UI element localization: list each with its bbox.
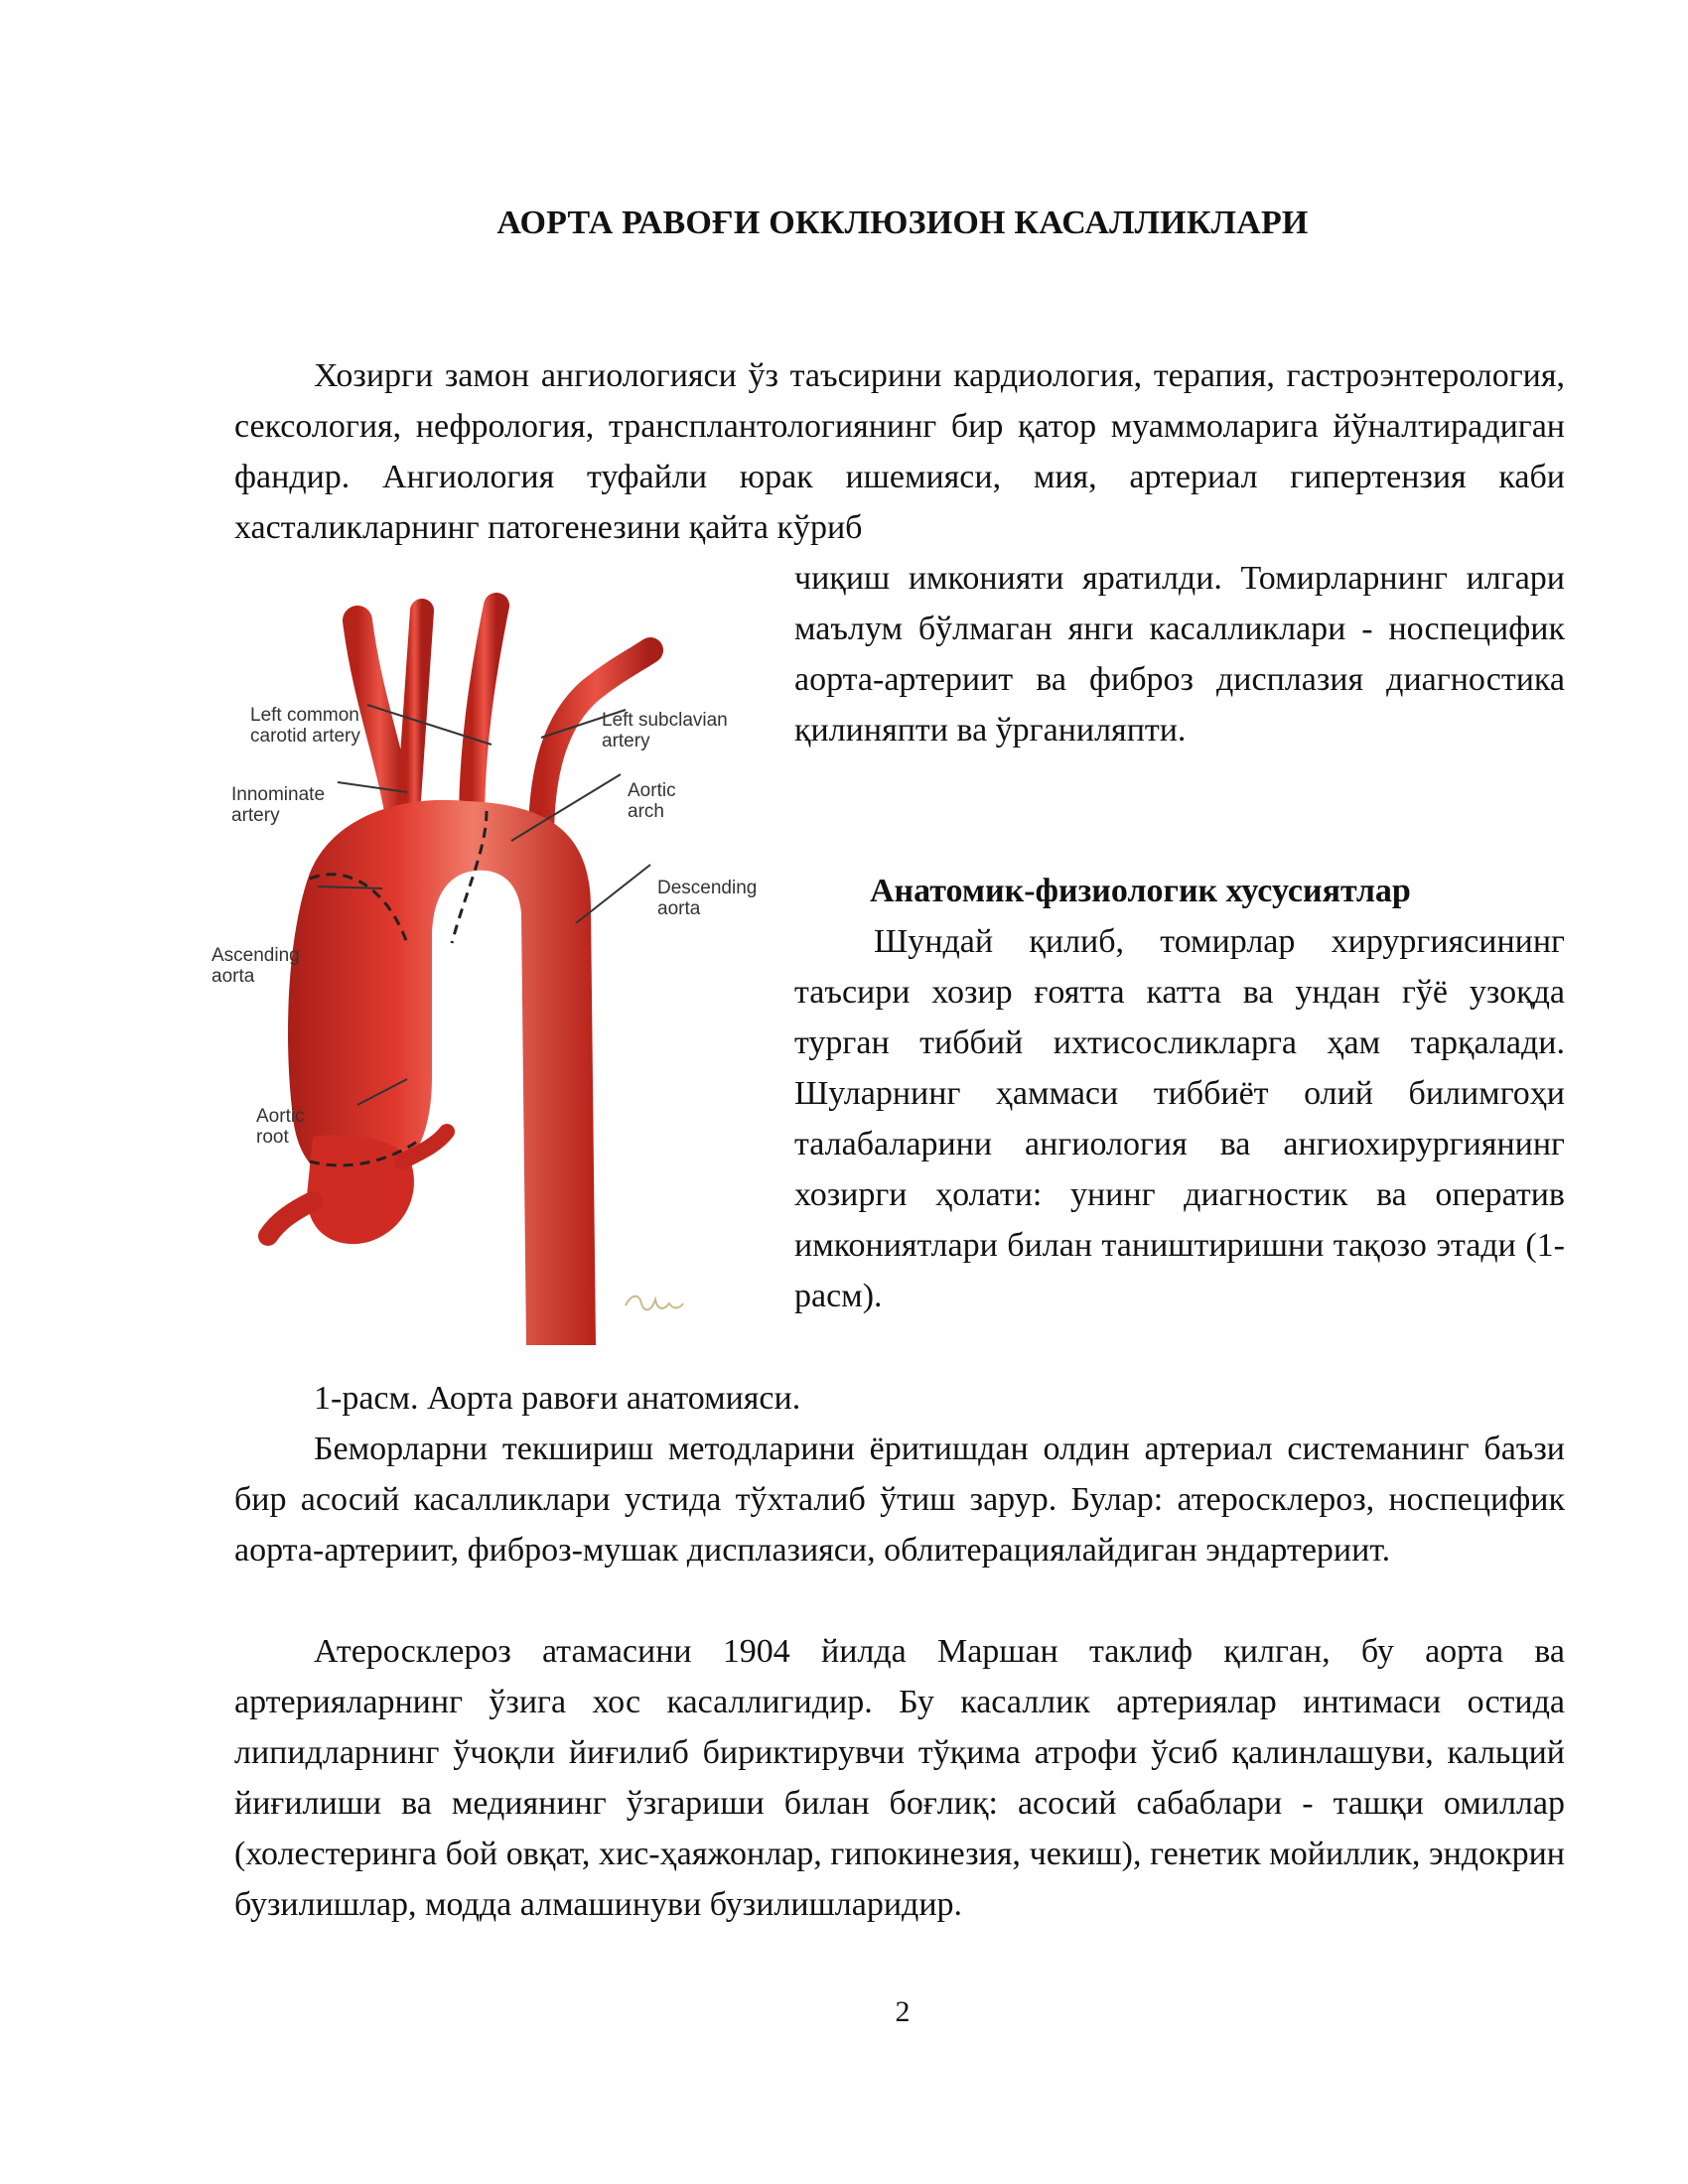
label-descending-aorta: Descending aorta	[657, 878, 758, 919]
paragraph-intro-continued: чиқиш имконияти яратилди. Томирларнинг илгари маълум бўлмаган янги касалликлари - носпецифик аорта-артериит ва фиброз дисплазия диагностика қилиняпти ва ўрганиляпти.	[794, 560, 1565, 749]
paragraph-diseases: Беморларни текшириш методларини ёритишдан олдин артериал системанинг баъзи бир асосий касалликлари устида тўхталиб ўтиш зарур. Булар: атеросклероз, носпецифик аорта-артериит, фиброз-мушак дисплазияси, облитерациялайдиган эндартериит.	[234, 1431, 1565, 1569]
paragraph-atherosclerosis: Атеросклероз атамасини 1904 йилда Маршан таклиф қилган, бу аорта ва артерияларнинг ўзига хос касаллигидир. Бу касаллик артериялар интимаси остида липидларнинг ўчоқли йиғилиб бириктирувчи тўқима атрофи ўсиб қалинлашуви, кальций йиғилиши ва медиянинг ўзгариши билан боғлиқ: асосий сабаблари - ташқи омиллар (холестеринга бой овқат, хис-ҳаяжонлар, гипокинезия, чекиш), генетик мойиллик, эндокрин бузилишлар, модда алмашинуви бузилишларидир.	[234, 1633, 1565, 1923]
label-innominate: Innominate artery	[231, 784, 326, 826]
label-left-common-carotid: Left common carotid artery	[250, 705, 360, 747]
paragraph-anatomy: Шундай қилиб, томирлар хирургиясининг таъсири хозир ғоятта катта ва ундан гўё узоқда турган тиббий ихтисосликларга ҳам тарқалади. Шуларнинг ҳаммаси тиббиёт олий билимгоҳи талабаларини ангиология ва ангиохирургиянинг хозирги ҳолати: унинг диагностик ва оператив имкониятлари билан таништиришни тақозо этади (1-расм).	[794, 923, 1565, 1314]
label-ascending-aorta: Ascending aorta	[211, 945, 300, 987]
artist-signature-mark	[626, 1297, 683, 1310]
section-heading: Анатомик-физиологик хусусиятлар	[870, 873, 1411, 909]
page-title: АОРТА РАВОҒИ ОККЛЮЗИОН КАСАЛЛИКЛАРИ	[496, 205, 1309, 241]
page-number: 2	[895, 1995, 911, 2028]
aortic-root-side-vessel	[268, 1201, 313, 1236]
label-aortic-arch: Aortic arch	[628, 780, 676, 822]
figure-caption: 1-расм. Аорта равоғи анатомияси.	[314, 1380, 801, 1417]
aortic-arch-illustration	[199, 581, 794, 1355]
label-left-subclavian: Left subclavian artery	[602, 710, 728, 751]
label-aortic-root: Aortic root	[256, 1106, 305, 1148]
left-common-carotid-branch	[472, 606, 496, 824]
aortic-arch-figure	[199, 581, 794, 1355]
aortic-arch-body	[288, 800, 596, 1345]
paragraph-intro: Хозирги замон ангиологияси ўз таъсирини кардиология, терапия, гастроэнтерология, сексология, нефрология, трансплантологиянинг бир қатор муаммоларига йўналтирадиган фандир. Ангиология туфайли юрак ишемияси, мия, артериал гипертензия каби хасталикларнинг патогенезини қайта кўриб	[234, 357, 1565, 546]
